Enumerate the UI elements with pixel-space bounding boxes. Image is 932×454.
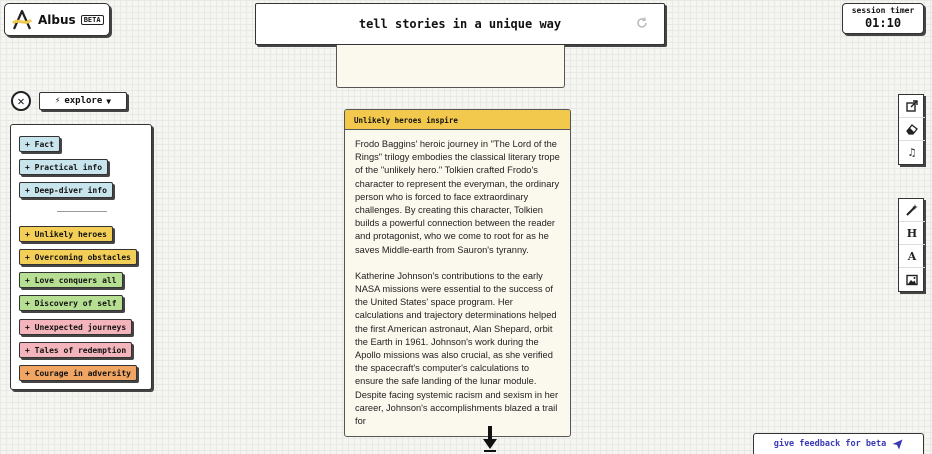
card-title: Unlikely heroes inspire: [345, 110, 570, 130]
magic-wand-icon: [906, 204, 918, 216]
magic-button[interactable]: [899, 199, 925, 222]
app-logo[interactable]: [4, 3, 110, 36]
close-button[interactable]: [11, 91, 31, 111]
music-icon: ♫: [908, 146, 916, 159]
beta-badge: BETA: [81, 15, 104, 25]
tag-love-conquers-all[interactable]: + Love conquers all: [19, 272, 123, 288]
heading-icon: H: [906, 226, 918, 240]
tag-fact[interactable]: + Fact: [19, 136, 60, 152]
font-button[interactable]: [899, 245, 925, 268]
heading-button[interactable]: [899, 222, 925, 245]
card-paragraph: Frodo Baggins' heroic journey in "The Lord of the Rings" trilogy embodies the classical literary trope of the "unlikely hero." Tolkien crafted Frodo's character to represent the everyman, the ordinary person who is forced to face extraordinary challenges. By creating this character, Tolkien builds a powerful connection between the reader and protagonist, who we come to root for as he saves Middle-earth from Sauron's tyranny.: [355, 139, 560, 255]
prompt-title-box: [255, 3, 665, 45]
tag-tales-of-redemption[interactable]: + Tales of redemption: [19, 342, 132, 358]
eraser-icon: [906, 123, 918, 135]
albus-logo-icon: [11, 9, 33, 31]
timer-label: session timer: [851, 6, 915, 15]
tag-panel: [10, 124, 152, 390]
tag-deep-diver-info[interactable]: + Deep-diver info: [19, 182, 113, 198]
feedback-label: give feedback for beta: [773, 439, 887, 449]
tag-divider: [57, 211, 107, 212]
music-button[interactable]: [899, 141, 925, 164]
explore-dropdown[interactable]: [39, 92, 127, 110]
session-timer: [842, 3, 924, 34]
lightning-icon: ⚡: [54, 96, 61, 106]
refresh-icon[interactable]: [636, 17, 650, 31]
scroll-down-arrow-icon[interactable]: [481, 425, 499, 452]
card-paragraph: Katherine Johnson's contributions to the early NASA missions were essential to the success of the United States' space program. Her calculations and trajectory determinations helped the first American astronaut, Alan Shepard, orbit the Earth in 1961. Johnson's work during the Apollo missions was also crucial, as she verified the spacecraft's computer's calculations to ensure the safe landing of the lunar module. Despite facing systemic racism and sexism in her career, Johnson's accomplishments blazed a trail for: [355, 270, 559, 427]
tag-overcoming-obstacles[interactable]: + Overcoming obstacles: [19, 249, 137, 265]
story-card[interactable]: [344, 109, 571, 437]
close-icon: ✕: [17, 94, 25, 108]
card-body: [345, 130, 570, 428]
page-title: tell stories in a unique way: [358, 17, 562, 31]
image-icon: [906, 274, 918, 286]
erase-button[interactable]: [899, 118, 925, 141]
share-icon: [906, 100, 918, 112]
draft-area[interactable]: [336, 45, 565, 88]
image-button[interactable]: [899, 268, 925, 291]
tag-unlikely-heroes[interactable]: + Unlikely heroes: [19, 226, 113, 242]
explore-label: explore: [64, 96, 103, 106]
share-button[interactable]: [899, 95, 925, 118]
tag-unexpected-journeys[interactable]: + Unexpected journeys: [19, 319, 132, 335]
toolbar-group-format: [898, 198, 924, 292]
chevron-down-icon: ▼: [106, 96, 112, 106]
font-icon: A: [907, 249, 917, 263]
toolbar-group-actions: [898, 94, 924, 165]
feedback-button[interactable]: [753, 433, 924, 454]
app-name: Albus: [38, 12, 76, 27]
tag-discovery-of-self[interactable]: + Discovery of self: [19, 295, 123, 311]
tag-practical-info[interactable]: + Practical info: [19, 159, 108, 175]
tag-courage-in-adversity[interactable]: + Courage in adversity: [19, 365, 137, 381]
timer-value: 01:10: [864, 16, 902, 30]
send-icon: [892, 439, 903, 450]
